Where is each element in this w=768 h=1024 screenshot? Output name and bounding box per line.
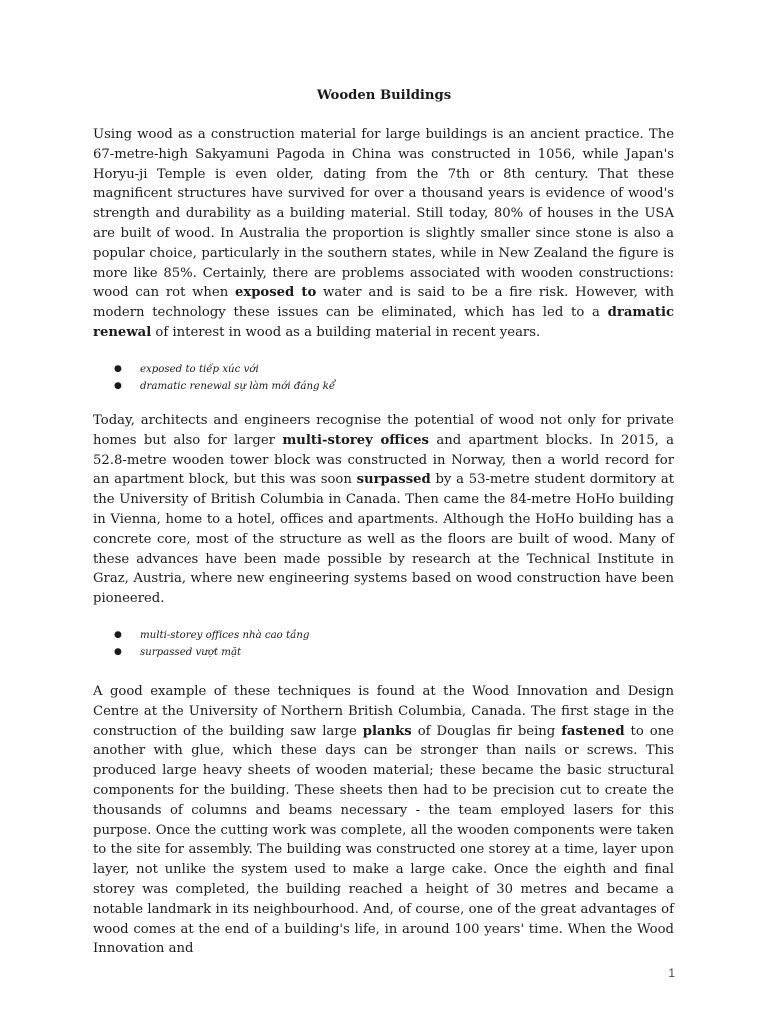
vocab-item xyxy=(114,627,674,644)
paragraph-text: by a 53-metre student dormitory at the University of British Columbia in Canada. Then came the 84-metre HoHo building in Vienna, home to a hotel, offices and apartments. Although the HoHo building has a concrete core, most of the structure as well as the floors are built of wood. Many of these advances have been made possible by research at the Technical Institute in Graz, Austria, where new engineering systems based on wood construction have been pioneered. xyxy=(93,472,674,607)
document-title: Wooden Buildings xyxy=(316,88,452,103)
vocab-meaning: vượt mặt xyxy=(195,647,242,658)
vocab-term-bold: fastened xyxy=(561,723,625,739)
paragraph-text: Today, architects and engineers recognise the potential of wood not only for private homes but also for larger xyxy=(93,413,674,448)
bullet-icon: ● xyxy=(114,647,122,657)
vocab-term: exposed to xyxy=(140,364,196,375)
paragraph-text: of interest in wood as a building material in recent years. xyxy=(151,324,541,340)
paragraph-text: water and is said to be a fire risk. However, with modern technology these issues can be eliminated, which has led to a xyxy=(93,285,674,321)
paragraph-1 xyxy=(93,125,674,343)
bullet-icon: ● xyxy=(114,630,122,640)
vocab-meaning: sự làm mới đáng kể xyxy=(234,381,336,392)
vocab-term: surpassed xyxy=(140,647,193,658)
vocab-item xyxy=(114,361,674,378)
bullet-icon: ● xyxy=(114,381,122,391)
vocab-term-bold: dramatic renewal xyxy=(93,305,674,340)
vocab-meaning: tiếp xúc với xyxy=(198,364,259,375)
bullet-icon: ● xyxy=(114,364,122,374)
vocab-term-bold: multi-storey offices xyxy=(282,432,429,448)
paragraph-text: to one another with glue, which these days can be stronger than nails or screws. This produced large heavy sheets of wooden material; these became the basic structural components for the building. These sheets then had to be precision cut to create the thousands of columns and beams necessary - the team employed lasers for this purpose. Once the cutting work was complete, all the wooden components were taken to the site for assembly. The building was constructed one storey at a time, layer upon layer, not unlike the system used to make a large cake. Once the eighth and final storey was completed, the building reached a height of 30 metres and became a notable landmark in its neighbourhood. And, of course, one of the great advantages of wood comes at the end of a building's life, in around 100 years' time. When the Wood Innovation and xyxy=(93,723,674,957)
paragraph-2 xyxy=(93,411,674,609)
vocab-item xyxy=(114,378,674,395)
vocab-item xyxy=(114,644,674,661)
vocab-term: multi-storey offices xyxy=(140,630,240,641)
page-number: 1 xyxy=(668,966,675,980)
vocab-list-1 xyxy=(114,361,674,395)
vocab-meaning: nhà cao tầng xyxy=(242,630,310,641)
vocab-term-bold: planks xyxy=(362,723,412,739)
paragraph-text: A good example of these techniques is found at the Wood Innovation and Design Centre at the University of Northern British Columbia, Canada. The first stage in the construction of the building saw large xyxy=(93,684,674,739)
vocab-term: dramatic renewal xyxy=(140,381,232,392)
vocab-term-bold: surpassed xyxy=(356,472,431,488)
vocab-list-2 xyxy=(114,627,674,661)
paragraph-3 xyxy=(93,682,674,959)
vocab-term-bold: exposed to xyxy=(234,285,317,301)
paragraph-text: Using wood as a construction material for large buildings is an ancient practice. The 67-metre-high Sakyamuni Pagoda in China was constructed in 1056, while Japan's Horyu-ji Temple is even older, dating from the 7th or 8th century. That these magnificent structures have survived for over a thousand years is evidence of wood's strength and durability as a building material. Still today, 80% of houses in the USA are built of wood. In Australia the proportion is slightly smaller since stone is also a popular choice, particularly in the southern states, while in New Zealand the figure is more like 85%. Certainly, there are problems associated with wooden constructions: wood can rot when xyxy=(93,127,674,301)
paragraph-text: of Douglas fir being xyxy=(411,723,562,739)
paragraph-text: and apartment blocks. In 2015, a 52.8-metre wooden tower block was constructed in Norway, then a world record for an apartment block, but this was soon xyxy=(93,432,674,488)
